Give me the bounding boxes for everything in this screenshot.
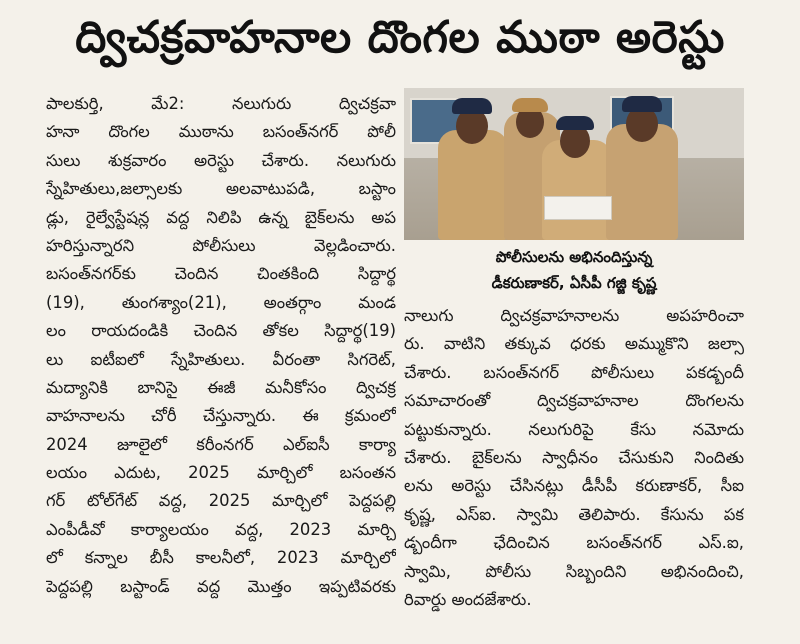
headline: ద్విచక్రవాహనాల దొంగల ముఠా అరెస్టు: [75, 12, 725, 63]
text-line: 2024 జూలైలో కరీంనగర్ ఎల్ఐసీ కార్యా: [46, 434, 396, 454]
left-column: [46, 90, 396, 601]
text-line: గర్ టోల్‌గేట్ వద్ద, 2025 మార్చిలో పెద్దపల్లి: [46, 491, 396, 511]
caption-line: పోలీసులను అభినందిస్తున్న: [495, 248, 653, 266]
text-line: లం రాయదండికి చెందిన తోకల సిద్దార్థ(19): [46, 321, 396, 341]
text-line: లు ఐటీఐలో స్నేహితులు. వీరంతా సిగరెట్,: [46, 349, 396, 369]
text-line: లను అరెస్టు చేసినట్లు డీసీపీ కరుణాకర్, సీఐ: [404, 476, 744, 496]
text-line: హనా దొంగల ముఠాను బసంత్‌నగర్ పోలీ: [46, 122, 396, 142]
text-line: బసంత్‌నగర్‌కు చెందిన చింతకింది సిద్దార్థ: [46, 264, 396, 284]
text-line: రు. వాటిని తక్కువ ధరకు అమ్ముకొని జల్సా: [404, 334, 744, 354]
text-line: రివార్డు అందజేశారు.: [404, 589, 532, 609]
text-line: నాలుగు ద్విచక్రవాహనాలను అపహరించా: [404, 306, 744, 325]
text-line: కృష్ణ, ఎస్ఐ. స్వామి తెలిపారు. కేసును పక: [404, 504, 744, 524]
text-line: (19), తుంగశ్యాం(21), అంతర్గాం మండ: [46, 292, 396, 312]
text-line: చేశారు. బైక్‌లను స్వాధీనం చేసుకుని నిందితు: [404, 447, 744, 467]
text-line: పట్టుకున్నారు. నలుగురిపై కేసు నమోదు: [404, 419, 744, 439]
text-line: సమాచారంతో ద్విచక్రవాహనాల దొంగలను: [404, 391, 744, 411]
right-column: [404, 88, 744, 614]
text-line: హరిస్తున్నారని పోలీసులు వెల్లడించారు.: [46, 235, 396, 255]
text-line: పాలకుర్తి, మే2: నలుగురు ద్విచక్రవా: [46, 94, 396, 113]
text-line: లో కన్నాల బీసీ కాలనీలో, 2023 మార్చిలో: [46, 548, 396, 568]
text-line: వాహనాలను చోరీ చేస్తున్నారు. ఈ క్రమంలో: [46, 406, 396, 426]
photo-caption: [404, 240, 744, 302]
text-line: మద్యానికి బానిసై ఈజీ మనీకోసం ద్విచక్ర: [46, 377, 396, 397]
text-line: లయం ఎదుట, 2025 మార్చిలో బసంతన: [46, 463, 396, 483]
text-line: డ్బందీగా ఛేదించిన బసంత్‌నగర్ ఎస్.ఐ,: [404, 533, 744, 553]
text-line: సులు శుక్రవారం అరెస్టు చేశారు. నలుగురు: [46, 150, 396, 170]
police-group-photo-icon: [404, 88, 744, 240]
caption-line: డీకరుణాకర్, ఏసీపీ గజ్జి కృష్ణ: [491, 274, 657, 292]
text-line: పెద్దపల్లి బస్టాండ్ వద్ద మొత్తం ఇప్పటివరకు: [46, 576, 396, 596]
text-line: స్నేహితులు,జల్సాలకు అలవాటుపడి, బస్టాం: [46, 179, 396, 199]
text-line: ఎంపీడీవో కార్యాలయం వద్ద, 2023 మార్చి: [46, 519, 396, 539]
text-line: స్వామి, పోలీసు సిబ్బందిని అభినందించి,: [404, 561, 744, 581]
text-line: డ్లు, రైల్వేస్టేషన్ల వద్ద నిలిపి ఉన్న బైక్‌లను అప: [46, 207, 396, 227]
text-line: చేశారు. బసంత్‌నగర్ పోలీసులు పకడ్బందీ: [404, 362, 744, 382]
